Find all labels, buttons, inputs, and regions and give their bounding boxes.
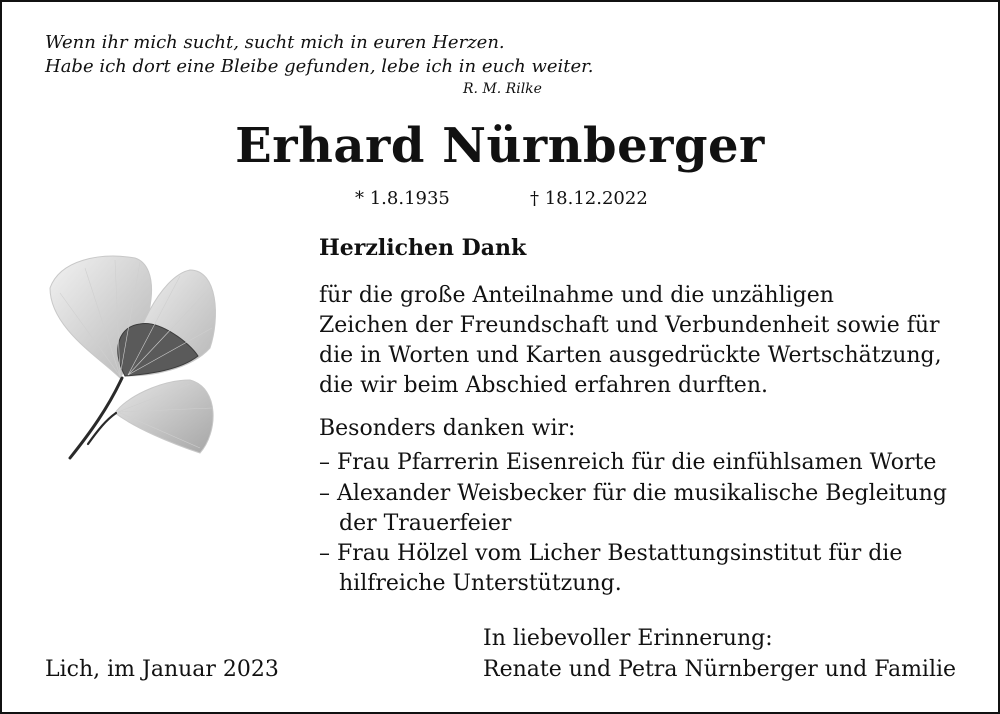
thanks-item-2-cont: der Trauerfeier (339, 511, 512, 536)
thanks-item-2: – Alexander Weisbecker für die musikalische Begleitung (319, 481, 947, 506)
quote-line-2: Habe ich dort eine Bleibe gefunden, lebe ich in euch weiter. (45, 56, 594, 77)
deceased-name: Erhard Nürnberger (235, 118, 765, 174)
place-date: Lich, im Januar 2023 (45, 657, 279, 682)
thanks-item-1: – Frau Pfarrerin Eisenreich für die einfühlsamen Worte (319, 450, 937, 475)
family-signature: Renate und Petra Nürnberger und Familie (483, 657, 957, 682)
birth-date: * 1.8.1935 (355, 188, 450, 209)
thanks-line-2: Zeichen der Freundschaft und Verbundenheit sowie für (319, 313, 940, 338)
special-thanks-intro: Besonders danken wir: (319, 416, 576, 441)
ginkgo-leaf-icon (40, 248, 230, 468)
quote-author: R. M. Rilke (463, 81, 542, 97)
thanks-item-3: – Frau Hölzel vom Licher Bestattungsinstitut für die (319, 541, 903, 566)
death-date: † 18.12.2022 (530, 188, 648, 209)
thanks-item-3-cont: hilfreiche Unterstützung. (339, 571, 622, 596)
thanks-line-1: für die große Anteilnahme und die unzähligen (319, 283, 834, 308)
thanks-heading: Herzlichen Dank (319, 235, 527, 261)
quote-line-1: Wenn ihr mich sucht, sucht mich in euren Herzen. (45, 32, 505, 53)
remembrance-label: In liebevoller Erinnerung: (483, 626, 773, 651)
thanks-line-3: die in Worten und Karten ausgedrückte Wertschätzung, (319, 343, 942, 368)
thanks-line-4: die wir beim Abschied erfahren durften. (319, 373, 768, 398)
